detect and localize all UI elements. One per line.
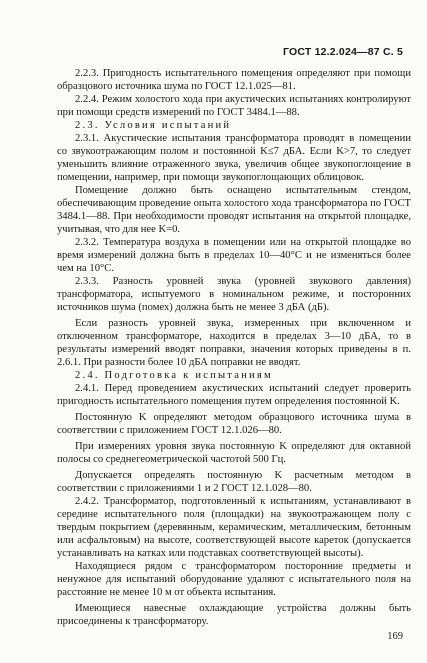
running-head: ГОСТ 12.2.024—87 С. 5 bbox=[282, 46, 403, 58]
paragraph-2-3-2: 2.3.2. Температура воздуха в помещении или на открытой площадке во время измерений должна быть в пределах 10—40°С и не изменяться более чем на 10°С. bbox=[57, 237, 411, 274]
page-number: 169 bbox=[387, 631, 403, 642]
body-text bbox=[57, 67, 411, 628]
paragraph-2-3-1: 2.3.1. Акустические испытания трансформатора проводят в помещении со звукоотражающим полом и постоянной K≤7 дБА. Если K>7, то следует уменьшить влияние отраженного звука, увеличив общее звукопоглощение в помещении, например, при помощи звукопоглощающих облицовок. bbox=[57, 133, 411, 183]
paragraph-calculation-method: Допускается определять постоянную K расчетным методом в соответствии с приложениями 1 и 2 ГОСТ 12.1.028—80. bbox=[57, 470, 411, 494]
section-heading-conditions: 2.3. Условия испытаний bbox=[75, 120, 232, 131]
paragraph-2-2-3: 2.2.3. Пригодность испытательного помещения определяют при помощи образцового источника шума по ГОСТ 12.1.025—81. bbox=[57, 68, 411, 92]
paragraph-foreign-objects: Находящиеся рядом с трансформатором посторонние предметы и ненужное для испытаний оборудование удаляют с испытательного поля на расстояние не менее 10 м от объекта испытания. bbox=[57, 561, 411, 598]
paragraph-test-stand: Помещение должно быть оснащено испытательным стендом, обеспечивающим проведение опыта холостого хода трансформатора по ГОСТ 3484.1—88. При необходимости проводят испытания на открытой площадке, учитывая, что для нее K=0. bbox=[57, 185, 411, 235]
paragraph-corrections: Если разность уровней звука, измеренных при включенном и отключенном трансформаторе, находится в пределах 3—10 дБА, то в результаты измерений вводят поправки, значения которых приведены в п. 2.6.1. При разности более 10 дБА поправки не вводят. bbox=[57, 318, 411, 368]
paragraph-2-2-4: 2.2.4. Режим холостого хода при акустических испытаниях контролируют при помощи средств измерений по ГОСТ 3484.1—88. bbox=[57, 94, 411, 118]
paragraph-octave-band: При измерениях уровня звука постоянную K определяют для октавной полосы со среднегеометрической частотой 500 Гц. bbox=[57, 441, 411, 465]
section-heading-preparation: 2.4. Подготовка к испытаниям bbox=[75, 370, 273, 381]
paragraph-cooling-devices: Имеющиеся навесные охлаждающие устройства должны быть присоединены к трансформатору. bbox=[57, 603, 411, 627]
paragraph-2-4-1: 2.4.1. Перед проведением акустических испытаний следует проверить пригодность испытательного помещения путем определения постоянной K. bbox=[57, 383, 411, 407]
paragraph-2-3-3: 2.3.3. Разность уровней звука (уровней звукового давления) трансформатора, испытуемого в номинальном режиме, и посторонних источников шума (помех) должна быть не менее 3 дБА (дБ). bbox=[57, 276, 411, 313]
paragraph-constant-k-method: Постоянную K определяют методом образцового источника шума в соответствии с приложением ГОСТ 12.1.026—80. bbox=[57, 412, 411, 436]
paragraph-2-4-2: 2.4.2. Трансформатор, подготовленный к испытаниям, устанавливают в середине испытательного поля (площадки) на звукоотражающем полу с твердым покрытием (деревянным, керамическим, металлическим, бетонным или асфальтовым) на высоте, соответствующей высоте кареток (допускается устанавливать на катках или подставках соответствующей высоты). bbox=[57, 496, 411, 559]
